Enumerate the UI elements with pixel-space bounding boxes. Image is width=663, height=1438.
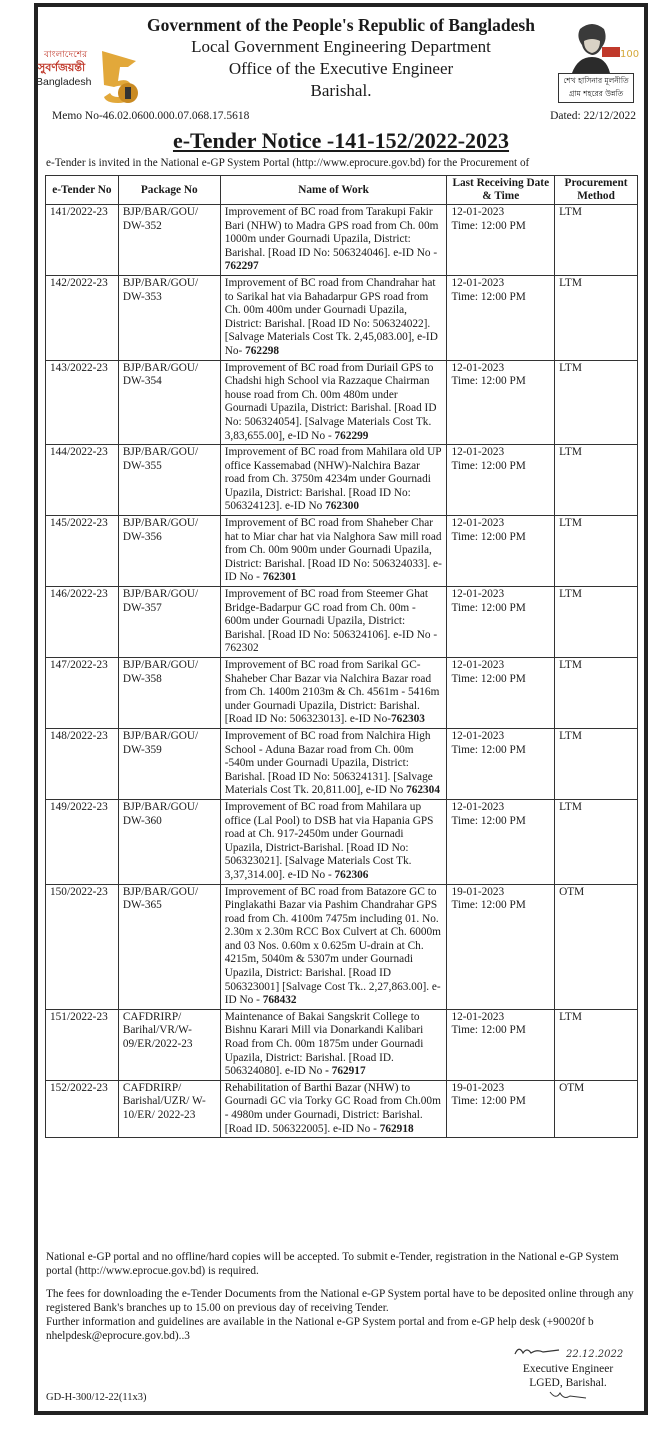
- cell-tender-no: 145/2022-23: [46, 516, 119, 587]
- cell-package-no: BJP/BAR/GOU/ DW-359: [118, 728, 220, 799]
- table-row: [46, 728, 638, 799]
- col-header-name-of-work: Name of Work: [220, 176, 447, 205]
- cell-last-receiving: [447, 587, 555, 658]
- footer-helpdesk-text: Further information and guidelines are available in the National e-GP System portal and from e-GP help desk (+90020f b nhelpdesk@eprocure.gov.bd)..3: [46, 1316, 594, 1342]
- e-id-number: 768432: [262, 994, 297, 1007]
- work-description: Improvement of BC road from Batazore GC to Pinglakathi Bazar via Pashim Chandrahar GPS road from Ch. 4100m 7475m including 01. No. 2.30m x 2.30m RCC Box Culvert at Ch. 6000m and 03 Nos. 0.60m x 0.625m U-drain at Ch. 4215m, 5040m & 5307m under Gournadi Upazila, District: Barishal. [Road ID 506323001] [Salvage Cost Tk.. 2,27,863.00]. e-ID No -: [224, 885, 441, 1007]
- receiving-time: Time: 12:00 PM: [451, 1024, 526, 1037]
- signature-block: [503, 1345, 633, 1407]
- initial-mark: [503, 1390, 633, 1407]
- receiving-date: 12-01-2023: [451, 276, 505, 289]
- cell-package-no: BJP/BAR/GOU/ DW-353: [118, 275, 220, 360]
- receiving-date: 12-01-2023: [451, 361, 505, 374]
- tender-table: [45, 175, 638, 1138]
- cell-tender-no: 143/2022-23: [46, 360, 119, 445]
- cell-last-receiving: [447, 205, 555, 276]
- table-row: [46, 799, 638, 884]
- cell-package-no: BJP/BAR/GOU/ DW-357: [118, 587, 220, 658]
- cell-package-no: BJP/BAR/GOU/ DW-355: [118, 445, 220, 516]
- mujib-logo: [558, 21, 640, 105]
- receiving-time: Time: 12:00 PM: [451, 743, 526, 756]
- receiving-date: 12-01-2023: [451, 1010, 505, 1023]
- cell-procurement-method: LTM: [555, 275, 638, 360]
- cell-procurement-method: OTM: [555, 884, 638, 1009]
- receiving-date: 19-01-2023: [451, 885, 505, 898]
- cell-package-no: BJP/BAR/GOU/ DW-360: [118, 799, 220, 884]
- portrait-icon: [558, 21, 640, 73]
- work-description: Improvement of BC road from Steemer Ghat Bridge-Badarpur GC road from Ch. 00m - 600m under Gournadi Upazila, District: Barishal. [Road ID No: 506324106]. e-ID No - 762302: [224, 588, 438, 655]
- receiving-time: Time: 12:00 PM: [451, 601, 526, 614]
- logo-slogan-line2: গ্রাম শহরের উন্নতি: [568, 89, 624, 98]
- cell-procurement-method: LTM: [555, 516, 638, 587]
- cell-package-no: BJP/BAR/GOU/ DW-358: [118, 658, 220, 729]
- work-description: Improvement of BC road from Chandrahar hat to Sarikal hat via Bahadarpur GPS road from Ch. 00m 400m under Gournadi Upazila, District: Barishal. [Road ID No: 506324022]. [Salvage Materials Cost Tk. 2,45,083.00], e-ID No-: [224, 276, 438, 357]
- cell-last-receiving: [447, 799, 555, 884]
- table-row: [46, 1009, 638, 1080]
- cell-package-no: BJP/BAR/GOU/ DW-356: [118, 516, 220, 587]
- table-row: [46, 884, 638, 1009]
- signature-scribble: [503, 1345, 633, 1362]
- table-row: [46, 275, 638, 360]
- logo-slogan-line1: শেখ হাসিনার মূলনীতি: [563, 76, 629, 85]
- intro-text: e-Tender is invited in the National e-GP System Portal (http://www.eprocure.gov.bd) for the Procurement of: [46, 157, 530, 169]
- work-description: Rehabilitation of Barthi Bazar (NHW) to Gournadi GC via Torky GC Road from Ch.00m - 4980m under Gournadi, District: Barishal. [Road ID. 506322005]. e-ID No -: [224, 1081, 441, 1135]
- cell-tender-no: 151/2022-23: [46, 1009, 119, 1080]
- receiving-time: Time: 12:00 PM: [451, 672, 526, 685]
- cell-tender-no: 142/2022-23: [46, 275, 119, 360]
- cell-procurement-method: LTM: [555, 799, 638, 884]
- e-id-number: 762918: [379, 1122, 414, 1135]
- cell-procurement-method: LTM: [555, 445, 638, 516]
- notice-frame: [34, 3, 648, 1415]
- cell-name-of-work: [220, 658, 447, 729]
- receiving-date: 12-01-2023: [451, 206, 505, 218]
- e-id-number: 762304: [406, 784, 440, 797]
- table-row: [46, 1080, 638, 1137]
- table-row: [46, 587, 638, 658]
- receiving-date: 12-01-2023: [451, 659, 505, 671]
- cell-tender-no: 144/2022-23: [46, 445, 119, 516]
- col-header-package-no: Package No: [118, 176, 220, 205]
- receiving-date: 12-01-2023: [451, 517, 505, 530]
- cell-tender-no: 149/2022-23: [46, 799, 119, 884]
- office-heading: Office of the Executive Engineer: [228, 59, 454, 78]
- cell-last-receiving: [447, 884, 555, 1009]
- cell-tender-no: 147/2022-23: [46, 658, 119, 729]
- receiving-time: Time: 12:00 PM: [451, 530, 526, 543]
- receiving-time: Time: 12:00 PM: [451, 814, 526, 827]
- table-header-row: [46, 176, 638, 205]
- cell-package-no: BJP/BAR/GOU/ DW-352: [118, 205, 220, 276]
- work-description: Improvement of BC road from Sarikal GC- Shaheber Char Bazar via Nalchira Bazar road from Ch. 1400m 2103m & Ch. 4561m - 5416m under Gournadi Upazila, District: Barishal. [Road ID No: 506323013]. e-ID No-: [224, 659, 440, 726]
- department-heading: Local Government Engineering Department: [191, 37, 491, 56]
- cell-last-receiving: [447, 516, 555, 587]
- e-id-number: 762297: [224, 260, 259, 273]
- table-row: [46, 360, 638, 445]
- cell-name-of-work: [220, 275, 447, 360]
- table-row: [46, 205, 638, 276]
- work-description: Improvement of BC road from Mahilara up office (Lal Pool) to DSB hat via Hapania GPS road at Ch. 917-2450m under Gournadi Upazila, District-Barishal. [Road ID No: 506323021]. [Salvage Materials Cost Tk. 3,37,314.00]. e-ID No -: [224, 800, 434, 881]
- cell-procurement-method: OTM: [555, 1080, 638, 1137]
- cell-procurement-method: LTM: [555, 360, 638, 445]
- table-row: [46, 658, 638, 729]
- cell-package-no: BJP/BAR/GOU/ DW-365: [118, 884, 220, 1009]
- cell-package-no: CAFDRIRP/ Barishal/UZR/ W- 10/ER/ 2022-23: [118, 1080, 220, 1137]
- notice-title: e-Tender Notice -141-152/2022-2023: [172, 128, 510, 153]
- logo-bn-line1: বাংলাদেশের: [44, 50, 88, 60]
- e-id-number: 762300: [325, 500, 360, 513]
- cell-name-of-work: [220, 728, 447, 799]
- cell-tender-no: 146/2022-23: [46, 587, 119, 658]
- logo-badge: 100: [620, 49, 640, 60]
- cell-name-of-work: [220, 445, 447, 516]
- table-row: [46, 516, 638, 587]
- logo-en-text: Bangladesh: [36, 76, 92, 88]
- cell-procurement-method: LTM: [555, 1009, 638, 1080]
- receiving-date: 12-01-2023: [451, 729, 505, 742]
- receiving-time: Time: 12:00 PM: [451, 459, 526, 472]
- work-description: Maintenance of Bakai Sangskrit College to Bishnu Karari Mill via Donarkandi Kalibari Road from Ch. 00m 1875m under Gournadi Upazila, District: Barishal. [Road ID. 506324080]. e-ID No: [224, 1010, 424, 1078]
- cell-last-receiving: [447, 360, 555, 445]
- cell-procurement-method: LTM: [555, 205, 638, 276]
- cell-name-of-work: [220, 884, 447, 1009]
- cell-name-of-work: [220, 205, 447, 276]
- footer-fees-text: The fees for downloading the e-Tender Documents from the National e-GP System portal have to be deposited online through any registered Bank's branches up to 15.00 on previous day of receiving Tender.: [46, 1288, 634, 1314]
- cell-last-receiving: [447, 1009, 555, 1080]
- cell-package-no: BJP/BAR/GOU/ DW-354: [118, 360, 220, 445]
- work-description: Improvement of BC road from Nalchira High School - Aduna Bazar road from Ch. 00m -540m under Gournadi Upazila, District: Barishal. [Road ID No: 506324131]. [Salvage Materials Cost Tk. 20,811.00], e-ID No: [224, 729, 433, 797]
- receiving-time: Time: 12:00 PM: [451, 375, 526, 388]
- footer-para-2: [46, 1287, 638, 1343]
- receiving-time: Time: 12:00 PM: [451, 1095, 526, 1108]
- e-id-number: 762306: [334, 868, 369, 881]
- signature-date: 22.12.2022: [565, 1349, 624, 1360]
- receiving-time: Time: 12:00 PM: [451, 290, 526, 303]
- cell-last-receiving: [447, 275, 555, 360]
- cell-name-of-work: [220, 360, 447, 445]
- receiving-date: 19-01-2023: [451, 1081, 505, 1094]
- print-code: GD-H-300/12-22(11x3): [46, 1392, 147, 1403]
- govt-heading: Government of the People's Republic of Bangladesh: [147, 15, 535, 35]
- cell-last-receiving: [447, 1080, 555, 1137]
- cell-tender-no: 148/2022-23: [46, 728, 119, 799]
- cell-last-receiving: [447, 728, 555, 799]
- signatory-office: LGED, Barishal.: [529, 1377, 607, 1389]
- cell-name-of-work: [220, 587, 447, 658]
- e-id-number: 762303: [391, 713, 425, 726]
- cell-procurement-method: LTM: [555, 728, 638, 799]
- cell-last-receiving: [447, 445, 555, 516]
- initial-icon: [548, 1390, 588, 1402]
- signatory-title: Executive Engineer: [522, 1363, 614, 1375]
- memo-date: Dated: 22/12/2022: [550, 110, 636, 122]
- cell-procurement-method: LTM: [555, 658, 638, 729]
- cell-last-receiving: [447, 658, 555, 729]
- location-heading: Barishal.: [310, 81, 372, 100]
- cell-tender-no: 141/2022-23: [46, 205, 119, 276]
- col-header-last-receiving: Last Receiving Date & Time: [447, 176, 555, 205]
- work-description: Improvement of BC road from Duriail GPS to Chadshi high School via Razzaque Chairman house road from Ch. 00m 480m under Gournadi Upazila, District: Barishal. [Road ID No: 506324054]. [Salvage Materials Cost Tk. 3,83,655.00], e-ID No -: [224, 361, 437, 442]
- cell-tender-no: 150/2022-23: [46, 884, 119, 1009]
- cell-name-of-work: [220, 1009, 447, 1080]
- receiving-time: Time: 12:00 PM: [451, 219, 526, 232]
- col-header-tender-no: e-Tender No: [46, 176, 119, 205]
- work-description: Improvement of BC road from Tarakupi Fakir Bari (NHW) to Madra GPS road from Ch. 00m 1000m under Gournadi Upazila, District: Barishal. [Road ID No: 506324046]. e-ID No -: [224, 206, 439, 259]
- signature-icon: [513, 1345, 563, 1357]
- footer-para-1: National e-GP portal and no offline/hard copies will be accepted. To submit e-Tender, registration in the National e-GP System portal (http://www.eprocue.gov.bd) is required.: [46, 1251, 619, 1277]
- cell-tender-no: 152/2022-23: [46, 1080, 119, 1137]
- memo-number: Memo No-46.02.0600.000.07.068.17.5618: [52, 110, 250, 122]
- col-header-procurement-method: Procurement Method: [555, 176, 638, 205]
- e-id-number: - 762917: [325, 1065, 366, 1078]
- e-id-number: 762299: [334, 429, 369, 442]
- cell-name-of-work: [220, 1080, 447, 1137]
- cell-package-no: CAFDRIRP/ Barihal/VR/W-09/ER/2022-23: [118, 1009, 220, 1080]
- receiving-date: 12-01-2023: [451, 800, 505, 813]
- e-id-number: 762301: [262, 571, 297, 584]
- receiving-date: 12-01-2023: [451, 588, 505, 601]
- table-row: [46, 445, 638, 516]
- logo-bn-line2: সুবর্ণজয়ন্তী: [38, 61, 86, 74]
- e-id-number: 762298: [245, 344, 280, 357]
- cell-name-of-work: [220, 516, 447, 587]
- receiving-time: Time: 12:00 PM: [451, 899, 526, 912]
- work-description: Improvement of BC road from Mahilara old UP office Kassemabad (NHW)-Nalchira Bazar road from Ch. 3750m 4234m under Gournadi Upazila, District: Barishal. [Road ID No: 506324123]. e-ID No: [224, 446, 442, 513]
- work-description: Improvement of BC road from Shaheber Char hat to Miar char hat via Nalghora Saw mill road from Ch. 00m 900m under Gournadi Upazila, District: Barishal. [Road ID No: 506324033]. e-ID No -: [224, 517, 442, 584]
- logo-slogan-box: [558, 73, 634, 103]
- cell-name-of-work: [220, 799, 447, 884]
- cell-procurement-method: LTM: [555, 587, 638, 658]
- receiving-date: 12-01-2023: [451, 446, 505, 459]
